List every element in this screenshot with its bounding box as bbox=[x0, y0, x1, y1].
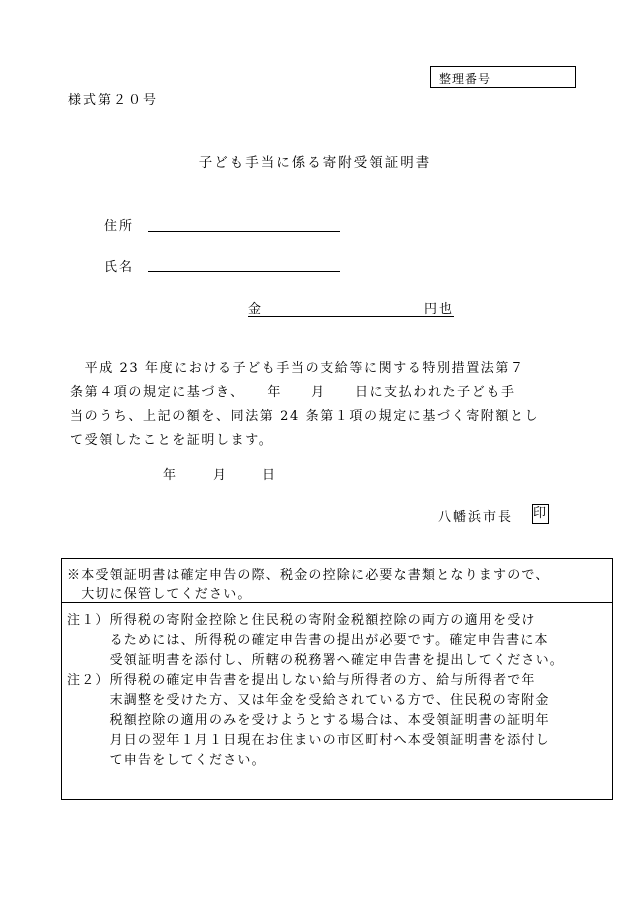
issue-date-month: 月 bbox=[213, 468, 227, 483]
note2-line: 末調整を受けた方、又は年金を受給されている方で、住民税の寄附金 bbox=[67, 693, 550, 708]
note1-line: 注１）所得税の寄附金控除と住民税の寄附金税額控除の両方の適用を受け bbox=[67, 613, 536, 628]
notice-main-line: 大切に保管してください。 bbox=[67, 587, 252, 602]
note2-line: て申告をしてください。 bbox=[67, 753, 266, 768]
notice-box bbox=[61, 558, 613, 800]
note2-line: 税額控除の適用のみを受けようとする場合は、本受領証明書の証明年 bbox=[67, 713, 550, 728]
body-line: 条第４項の規定に基づき、 年 月 日に支払われた子ども手 bbox=[70, 385, 516, 400]
note2-line: 注２）所得税の確定申告書を提出しない給与所得者の方、給与所得者で年 bbox=[67, 673, 536, 688]
issue-date bbox=[0, 464, 630, 482]
reference-number-label: 整理番号 bbox=[439, 72, 492, 86]
note2-line: 月日の翌年１月１日現在お住まいの市区町村へ本受領証明書を添付し bbox=[67, 733, 550, 748]
amount-row bbox=[248, 298, 454, 317]
reference-number-box bbox=[430, 66, 576, 88]
amount-prefix: 金 bbox=[248, 302, 262, 317]
address-label: 住所 bbox=[104, 219, 135, 234]
note1-line: 受領証明書を添付し、所轄の税務署へ確定申告書を提出してください。 bbox=[67, 653, 565, 668]
address-line bbox=[148, 231, 340, 232]
body-line: て受領したことを証明します。 bbox=[70, 433, 274, 448]
mayor-title: 八幡浜市長 bbox=[438, 510, 514, 525]
issue-date-day: 日 bbox=[262, 468, 276, 483]
name-label: 氏名 bbox=[104, 260, 135, 275]
mayor-signature bbox=[438, 506, 549, 525]
body-line: 平成 23 年度における子ども手当の支給等に関する特別措置法第７ bbox=[70, 361, 525, 376]
note1-line: るためには、所得税の確定申告書の提出が必要です。確定申告書に本 bbox=[67, 633, 549, 648]
notice-main-line: ※本受領証明書は確定申告の際、税金の控除に必要な書類となりますので、 bbox=[67, 568, 550, 583]
amount-suffix: 円也 bbox=[423, 302, 454, 317]
notice-divider bbox=[62, 602, 612, 603]
seal-mark: 印 bbox=[532, 504, 549, 524]
form-number: 様式第２０号 bbox=[68, 93, 159, 108]
issue-date-year: 年 bbox=[163, 468, 177, 483]
body-line: 当のうち、上記の額を、同法第 24 条第１項の規定に基づく寄附額とし bbox=[70, 409, 540, 424]
document-title: 子ども手当に係る寄附受領証明書 bbox=[198, 155, 432, 171]
name-line bbox=[148, 271, 340, 272]
